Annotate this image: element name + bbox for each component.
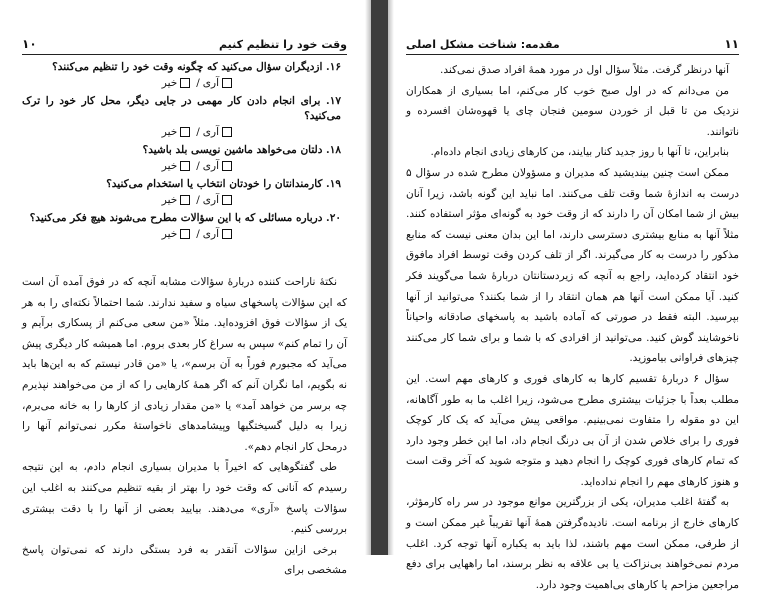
yes-label: آری xyxy=(202,228,219,240)
header-rule xyxy=(22,54,347,55)
commentary xyxy=(22,272,347,581)
yes-checkbox[interactable] xyxy=(222,78,232,88)
question-text: ۱۶. ازدیگران سؤال می‌کنید که چگونه وقت خود را تنظیم می‌کنند؟ xyxy=(52,61,341,73)
yes-label: آری xyxy=(202,160,219,172)
paragraph: من می‌دانم که در اول صبح خوب کار می‌کنم، اما بسیاری از همکاران نزدیک من تا قبل از خوردن سومین فنجان چای یا قهوه‌شان افسرده و ناتوانند. xyxy=(406,84,739,138)
paragraph: طی گفتگوهایی که اخیراً با مدیران بسیاری انجام دادم، به این نتیجه رسیدم که آنانی که وقت خود را بهتر از بقیه تنظیم می‌کنند به اغلب این سؤالات پاسخ «آری» می‌دهند. بیایید بعضی از آنها را با دقت بیشتری بررسی کنیم. xyxy=(22,461,347,536)
no-checkbox[interactable] xyxy=(180,78,190,88)
question-text: ۱۹. کارمندانتان را خودتان انتخاب یا استخدام می‌کنید؟ xyxy=(106,178,341,190)
page-number: ۱۱ xyxy=(724,37,739,51)
no-label: خیر xyxy=(161,194,178,206)
answer-options: آری/خیر xyxy=(22,226,347,242)
question-item xyxy=(22,60,347,91)
question-item xyxy=(22,211,347,242)
no-label: خیر xyxy=(161,228,178,240)
yes-label: آری xyxy=(202,126,219,138)
left-page xyxy=(0,0,371,577)
yes-checkbox[interactable] xyxy=(222,195,232,205)
running-head xyxy=(406,36,739,52)
no-checkbox[interactable] xyxy=(180,229,190,239)
answer-options: آری/خیر xyxy=(22,75,347,91)
yes-label: آری xyxy=(202,77,219,89)
chapter-title: وقت خود را تنظیم کنیم xyxy=(218,37,347,51)
gutter-shadow xyxy=(388,0,394,555)
chapter-title: مقدمه: شناخت مشکل اصلی xyxy=(406,37,560,51)
question-text: ۱۸. دلتان می‌خواهد ماشین نویسی بلد باشید؟ xyxy=(142,144,341,156)
questionnaire xyxy=(22,60,347,245)
right-page xyxy=(388,0,761,591)
question-item xyxy=(22,94,347,140)
running-head xyxy=(22,36,347,52)
no-checkbox[interactable] xyxy=(180,127,190,137)
question-item xyxy=(22,143,347,174)
yes-checkbox[interactable] xyxy=(222,127,232,137)
book-spine xyxy=(371,0,388,555)
paragraph: نکتهٔ ناراحت کننده دربارهٔ سؤالات مشابه آنچه که در فوق آمده آن است که این سؤالات پاسخهای سیاه و سفید ندارند. شما احتمالاً نکته‌ای را به هر یک از سؤالات فوق افزوده‌اید. مثلاً «من سعی می‌کنم از پسکاری برآیم و آن را تمام کنم» سپس به سراغ کار بعدی بروم. اما همیشه کار دیگری پیش می‌آید که مجبورم فوراً به آن برسم»، یا «من قادر نیستم که به این‌ها باید نه بگویم، اما نگران آنم که اگر همهٔ کارهایی را که از من می‌خواهند نپذیرم چه برسر من خواهد آمد» یا «من مقدار زیادی از کارها را به خانه می‌برم، زیرا به دلیل گسیختگیها وپیشامدهای ناخواستهٔ مکرر نمی‌توانم آنها را درمحل کار انجام دهم». xyxy=(22,276,347,453)
no-label: خیر xyxy=(161,77,178,89)
question-text: ۱۷. برای انجام دادن کار مهمی در جایی دیگر، محل کار خود را ترک می‌کنید؟ xyxy=(22,95,341,122)
paragraph: بنابراین، تا آنها با روز جدید کنار بیایند، من کارهای زیادی انجام داده‌ام. xyxy=(430,146,729,159)
paragraph: سؤال ۶ دربارهٔ تقسیم کارها به کارهای فوری و کارهای مهم است. این مطلب بعداً با جزئیات بیشتری مطرح می‌شود، زیرا اغلب ما به طور آگاهانه، این دو مقوله را متفاوت نمی‌بینیم. مواقعی پیش می‌آید که یک کار کوچک فوری را برای خلاص شدن از آن بی درنگ انجام داد، اما این خطر وجود دارد که تمام کارهای فوری کوچک را انجام دهید و متوجه شوید که آخر وقت است و هنوز کارهای مهم را انجام نداده‌اید. xyxy=(406,372,739,488)
question-text: ۲۰. درباره مسائلی که با این سؤالات مطرح می‌شوند هیچ فکر می‌کنید؟ xyxy=(29,212,341,224)
paragraph: آنها درنظر گرفت. مثلاً سؤال اول در مورد همهٔ افراد صدق نمی‌کند. xyxy=(439,64,729,76)
no-label: خیر xyxy=(161,126,178,138)
body-text xyxy=(406,60,739,595)
paragraph: برخی ازاین سؤالات آنقدر به فرد بستگی دارند که نمی‌توان پاسخ مشخصی برای xyxy=(22,543,347,577)
page-number: ۱۰ xyxy=(22,37,37,51)
question-item xyxy=(22,177,347,208)
yes-checkbox[interactable] xyxy=(222,161,232,171)
answer-options: آری/خیر xyxy=(22,124,347,140)
answer-options: آری/خیر xyxy=(22,192,347,208)
header-rule xyxy=(406,54,739,55)
paragraph: به گفتهٔ اغلب مدیران، یکی از بزرگترین موانع موجود در سر راه کارمؤثر، کارهای خارج از برنامه است. نادیده‌گرفتن همهٔ آنها تقریباً غیر ممکن است و از طرفی، ممکن است مهم باشند، لذا باید به یکباره آنها توجه کرد. اغلب مردم نمی‌خواهند بی‌نزاکت یا بی علاقه به نظر برسند، اما راههایی برای دفع مراجعین مزاحم یا کارهای بی‌اهمیت وجود دارد. xyxy=(406,496,739,591)
paragraph: ممکن است چنین بیندیشید که مدیران و مسؤولان مطرح شده در سؤال ۵ درست به اندازهٔ شما وقت تلف می‌کنند. اما نباید این گونه باشد، زیرا آنان بیش از شما امکان آن را دارند که از وقت خود به گونه‌ای مؤثر استفاده کنند. مثلاً آنها به منابع بیشتری دسترسی دارند، اما این بدان معنی نیست که منابع مذکور را درست به کار می‌گیرند. اگر از تلف کردن وقت توسط افراد مافوق خود انتقاد کرده‌اید، راجع به آنچه که زیردستانتان دربارهٔ شما می‌گویند فکر کنید. آیا ممکن است آنها هم همان انتقاد را از شما بکنند؟ می‌توانید از آنها بپرسید. البته فقط در صورتی که آماده باشید به پاسخهای صادقانه واحیاناً ناخوشایند گوش کنید. می‌توانید از افرادی که با شما و برای شما کار می‌کنند چیزهای فراوانی بیاموزید. xyxy=(406,166,739,365)
yes-checkbox[interactable] xyxy=(222,229,232,239)
yes-label: آری xyxy=(202,194,219,206)
answer-options: آری/خیر xyxy=(22,158,347,174)
no-checkbox[interactable] xyxy=(180,161,190,171)
no-label: خیر xyxy=(161,160,178,172)
no-checkbox[interactable] xyxy=(180,195,190,205)
